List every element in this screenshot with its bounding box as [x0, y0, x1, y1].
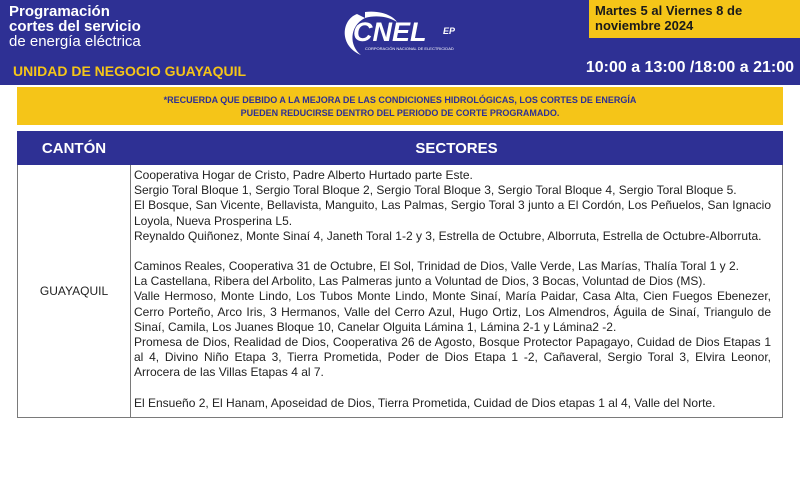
canton-column-header: CANTÓN [18, 132, 131, 165]
sector-item: La Castellana, Ribera del Arbolito, Las Palmeras junto a Voluntad de Dios, 3 Bocas, Voluntad de Dios (MS). [134, 274, 706, 289]
canton-cell: GUAYAQUIL [18, 165, 131, 418]
sector-item: Reynaldo Quiñonez, Monte Sinaí 4, Janeth Toral 1-2 y 3, Estrella de Octubre, Alborruta, Estrella de Octubre-Alborruta. [134, 228, 762, 243]
time-range: 10:00 a 13:00 /18:00 a 21:00 [585, 59, 794, 76]
sector-item: Caminos Reales, Cooperativa 31 de Octubre, El Sol, Trinidad de Dios, Valle Verde, Las Marías, Thalía Toral 1 y 2. [134, 259, 739, 274]
sector-item: Sergio Toral Bloque 1, Sergio Toral Bloque 2, Sergio Toral Bloque 3, Sergio Toral Bloque 4, Sergio Toral Bloque 5. [134, 183, 737, 198]
sector-item: El Bosque, San Vicente, Bellavista, Manguito, Las Palmas, Sergio Toral 3 junto a El Cordón, Los Peñuelos, San Ignacio Loyola, Nueva Prosperina L5. [134, 198, 771, 228]
sectores-cell [131, 165, 783, 418]
business-unit-label: UNIDAD DE NEGOCIO GUAYAQUIL [13, 63, 247, 79]
table-header-row [18, 132, 783, 165]
logo-suffix-text: EP [443, 26, 456, 36]
title-line-3: de energía eléctrica [9, 33, 141, 50]
sector-item: El Ensueño 2, El Hanam, Aposeidad de Dios, Tierra Prometida, Cuidad de Dios etapas 1 al 4, Valle del Norte. [134, 395, 716, 410]
notice-line-2: PUEDEN REDUCIRSE DENTRO DEL PERIODO DE CORTE PROGRAMADO. [240, 108, 560, 118]
sectores-column-header: SECTORES [131, 132, 783, 165]
sector-item: Promesa de Dios, Realidad de Dios, Cooperativa 26 de Agosto, Bosque Protector Papagayo, Cuidad de Dios Etapas 1 al 4, Divino Niño Etapa 3, Tierra Prometida, Poder de Dios Etapa 1 -2, Cañaveral, Sergio Toral 3, Elvira Leonor, Arrocera de las Villas Etapas 4 al 7. [134, 335, 771, 380]
cnel-logo [335, 8, 485, 63]
sector-item: Cooperativa Hogar de Cristo, Padre Alberto Hurtado parte Este. [134, 168, 473, 182]
title-line-2: cortes del servicio [9, 18, 141, 35]
outage-schedule-table [17, 131, 783, 418]
sector-spacer [134, 381, 771, 396]
logo-brand-text: CNEL [353, 17, 427, 47]
notice-line-1: *RECUERDA QUE DEBIDO A LA MEJORA DE LAS CONDICIONES HIDROLÓGICAS, LOS CORTES DE ENERGÍA [163, 95, 637, 105]
page-title [9, 4, 141, 49]
logo-tagline-text: CORPORACIÓN NACIONAL DE ELECTRICIDAD [365, 46, 454, 51]
date-range-box: Martes 5 al Viernes 8 de noviembre 2024 [589, 0, 800, 38]
hydrology-notice [17, 87, 783, 125]
header-banner [0, 0, 800, 85]
sector-spacer [134, 244, 771, 259]
title-line-1: Programación [9, 3, 110, 20]
sector-item: Valle Hermoso, Monte Lindo, Los Tubos Monte Lindo, Monte Sinaí, María Paidar, Casa Alta, Cien Fuegos Ebenezer, Cerro Porteño, Arco Iris, 3 Hermanos, Valle del Cerro Azul, Hugo Ortiz, Los Almendros, Águila de Sinaí, Triangulo de Sinaí, Camila, Los Juanes Bloque 10, Canelar Olguita Lámina 1, Lámina 2-1 y Lámina2 -2. [134, 289, 771, 334]
table-row [18, 165, 783, 418]
